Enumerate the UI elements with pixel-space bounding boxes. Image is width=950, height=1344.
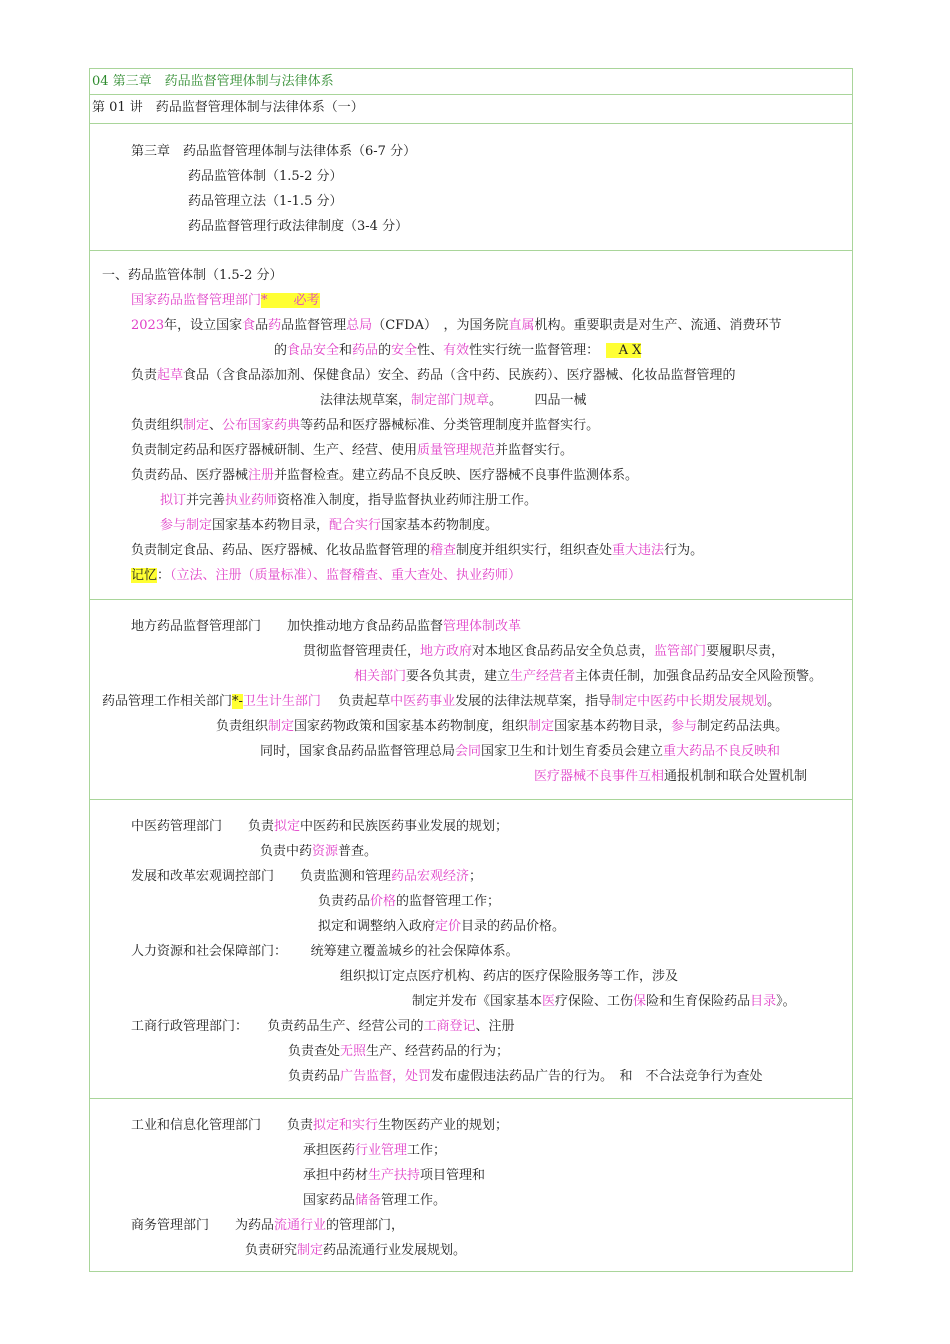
plain-text: 工作； (407, 1143, 447, 1158)
text-line (131, 618, 521, 636)
text-line (131, 943, 519, 961)
highlight-text: 流通行业 (274, 1218, 327, 1233)
marker-text: A X (605, 343, 642, 358)
text-line (303, 1142, 446, 1160)
highlight-text: 直属 (508, 318, 535, 333)
must-test-badge: * 必考 (261, 293, 320, 308)
plain-text: 发布虚假违法药品广告的行为。 和 不合法竞争行为查处 (431, 1069, 763, 1084)
plain-text: 组织拟订定点医疗机构、药店的医疗保险服务等工作，涉及 (340, 969, 679, 984)
highlight-text: 监管部门 (654, 644, 707, 659)
plain-text: 并监督实行。 (495, 443, 574, 458)
highlight-text: 相关部门 (354, 669, 407, 684)
highlight-text: 安全 (391, 343, 418, 358)
plain-text: 的 (378, 343, 392, 358)
plain-text: 疗保险、工伤 (555, 994, 634, 1009)
highlight-text: 医疗器械不良事件互相 (534, 769, 665, 784)
plain-text: 人力资源和社会保障部门： 统筹建立覆盖城乡的社会保障体系。 (131, 944, 519, 959)
text-line (102, 693, 780, 711)
text-line (303, 643, 784, 661)
outline-item: 药品监督管理行政法律制度（3-4 分） (188, 219, 409, 234)
plain-text: 发展的法律法规草案，指导 (455, 694, 612, 709)
plain-text: 负责中药 (260, 844, 313, 859)
plain-text: 承担中药材 (303, 1168, 369, 1183)
plain-text: 制定并发布《国家基本 (412, 994, 543, 1009)
plain-text: 中医药管理部门 负责 (131, 819, 275, 834)
plain-text: 药品流通行业发展规划。 (323, 1243, 467, 1258)
chapter-row (90, 69, 852, 95)
highlight-text: 有效 (443, 343, 470, 358)
highlight-text: 拟定和实行 (313, 1118, 379, 1133)
highlight-text: 工商登记 (423, 1019, 476, 1034)
highlight-text: 中医药事业 (390, 694, 456, 709)
highlight-text: 行业管理 (355, 1143, 408, 1158)
highlight-text: 公布国家药典 (222, 418, 301, 433)
memory-line (131, 567, 521, 585)
text-line (216, 718, 788, 736)
text-line (131, 442, 573, 460)
plain-text: 贯彻监督管理责任， (303, 644, 421, 659)
highlight-text: 拟定 (274, 819, 301, 834)
text-line (320, 392, 587, 410)
plain-text: 机构。重要职责是对生产、流通、消费环节 (534, 318, 782, 333)
highlight-text: 注册 (248, 468, 275, 483)
text-line (274, 342, 641, 360)
plain-text: 通报机制和联合处置机制 (664, 769, 808, 784)
text-line (131, 818, 508, 836)
highlight-text: 稽查 (430, 543, 457, 558)
plain-text: ： (157, 568, 171, 583)
plain-text: 负责 (131, 368, 158, 383)
text-line (303, 1192, 446, 1210)
plain-text: 负责组织 (216, 719, 269, 734)
outline-item: 药品管理立法（1-1.5 分） (188, 194, 343, 209)
text-line (131, 367, 736, 385)
plain-text: 负责研究 (245, 1243, 298, 1258)
plain-text: 的管理部门， (326, 1218, 405, 1233)
text-line (318, 893, 500, 911)
highlight-text: 卫生计生部门 (242, 694, 321, 709)
plain-text: 负责药品 (318, 894, 371, 909)
plain-text: 药品管理工作相关部门 (102, 694, 233, 709)
text-line (245, 1242, 466, 1260)
dept-title: 国家药品监督管理部门 (131, 293, 262, 308)
plain-text: 发展和改革宏观调控部门 负责监测和管理 (131, 869, 392, 884)
local-dept-section (90, 599, 852, 800)
text-line (131, 868, 482, 886)
highlight-text: 制定 (528, 719, 555, 734)
national-dept-section (90, 250, 852, 600)
industry-dept-section (90, 1098, 852, 1272)
plain-text: 中医药和民族医药事业发展的规划； (300, 819, 509, 834)
highlight-text: 保 (633, 994, 647, 1009)
plain-text: 同时，国家食品药品监督管理总局 (260, 744, 456, 759)
plain-text: 、注册 (475, 1019, 515, 1034)
plain-text: 。 四品一械 (489, 393, 587, 408)
plain-text: 险和生育保险药品 (646, 994, 751, 1009)
plain-text: 生物医药产业的规划； (378, 1118, 509, 1133)
plain-text: 。 (767, 694, 781, 709)
highlight-text: 制定中医药中长期发展规划 (611, 694, 768, 709)
highlight-text: 储备 (355, 1193, 382, 1208)
document-sheet (89, 68, 853, 1272)
plain-text: 等药品和医疗器械标准、分类管理制度并监督实行。 (300, 418, 600, 433)
text-line (412, 993, 796, 1011)
text-line (288, 1068, 763, 1086)
chapter-title: 04 第三章 药品监督管理体制与法律体系 (92, 74, 334, 89)
plain-text: 国家药品 (303, 1193, 356, 1208)
plain-text: 年，设立国家 (164, 318, 243, 333)
text-line (534, 768, 807, 786)
plain-text: 生产、经营药品的行为； (366, 1044, 510, 1059)
plain-text: 负责制定食品、药品、医疗器械、化妆品监督管理的 (131, 543, 431, 558)
text-line (131, 317, 782, 335)
highlight-text: 重大违法 (612, 543, 665, 558)
highlight-text: 无照 (340, 1044, 367, 1059)
text-line (288, 1043, 509, 1061)
plain-text: 对本地区食品药品安全负总责， (472, 644, 655, 659)
plain-text: 资格准入制度，指导监督执业药师注册工作。 (277, 493, 538, 508)
plain-text: 、 (209, 418, 223, 433)
plain-text: 制定药品法典。 (697, 719, 789, 734)
highlight-text: 食品安全 (287, 343, 340, 358)
plain-text: 国家基本药物目录， (554, 719, 672, 734)
highlight-text: 药 (268, 318, 282, 333)
plain-text: 负责药品 (288, 1069, 341, 1084)
text-line (131, 1217, 404, 1235)
highlight-text: 2023 (131, 318, 165, 333)
highlight-text: 食 (242, 318, 256, 333)
plain-text: 工业和信息化管理部门 负责 (131, 1118, 314, 1133)
highlight-text: 制定 (268, 719, 295, 734)
plain-text: 商务管理部门 为药品 (131, 1218, 275, 1233)
highlight-text: 生产经营者 (510, 669, 576, 684)
text-line (131, 1018, 515, 1036)
highlight-text: 配合实行 (329, 518, 382, 533)
text-line (260, 743, 780, 761)
plain-text: 负责组织 (131, 418, 184, 433)
plain-text: 性、 (417, 343, 444, 358)
text-line (131, 467, 638, 485)
plain-text: 国家基本药物目录， (212, 518, 330, 533)
text-line (303, 1167, 485, 1185)
text-line (160, 492, 537, 510)
dept-title-line (131, 292, 320, 310)
plain-text: 负责制定药品和医疗器械研制、生产、经营、使用 (131, 443, 418, 458)
highlight-text: 价格 (370, 894, 397, 909)
highlight-text: （立法、注册（质量标准）、监督稽查、重大查处、执业药师） (170, 568, 522, 583)
highlight-text: 制定 (183, 418, 210, 433)
plain-text: 的 (274, 343, 288, 358)
highlight-text: 资源 (312, 844, 339, 859)
highlight-text: 参与 (671, 719, 698, 734)
plain-text: 主体责任制，加强食品药品安全风险预警。 (575, 669, 823, 684)
highlight-text: 医 (542, 994, 556, 1009)
plain-text: 目录的药品价格。 (461, 919, 566, 934)
highlight-text: 参与制定 (160, 518, 213, 533)
outline-item: 第三章 药品监督管理体制与法律体系（6-7 分） (131, 144, 417, 159)
marker-text: *- (232, 694, 243, 709)
highlight-text: 管理体制改革 (443, 619, 522, 634)
highlight-text: 重大药品不良反映和 (663, 744, 781, 759)
highlight-text: 质量管理规范 (417, 443, 496, 458)
marker-text: 记忆 (131, 568, 158, 583)
plain-text: 和 (339, 343, 353, 358)
plain-text: 要各负其责，建立 (406, 669, 511, 684)
plain-text: 行为。 (664, 543, 704, 558)
plain-text: 负责药品、医疗器械 (131, 468, 249, 483)
plain-text: 食品（含食品添加剂、保健食品）安全、药品（含中药、民族药）、医疗器械、化妆品监督管理的 (183, 368, 736, 383)
highlight-text: 拟订 (160, 493, 187, 508)
other-dept-section (90, 799, 852, 1099)
highlight-text: 药品宏观经济 (391, 869, 470, 884)
plain-text: 制度并组织实行，组织查处 (456, 543, 613, 558)
plain-text: 性实行统一监督管理： (469, 343, 606, 358)
plain-text: 工商行政管理部门： 负责药品生产、经营公司的 (131, 1019, 424, 1034)
highlight-text: 执业药师 (225, 493, 278, 508)
highlight-text: 定价 (435, 919, 462, 934)
plain-text: 地方药品监督管理部门 加快推动地方食品药品监督 (131, 619, 444, 634)
plain-text: 并完善 (186, 493, 226, 508)
text-line (160, 517, 498, 535)
outline-item: 药品监管体制（1.5-2 分） (188, 169, 343, 184)
plain-text: ； (469, 869, 483, 884)
plain-text: 国家基本药物制度。 (381, 518, 499, 533)
plain-text: 项目管理和 (420, 1168, 486, 1183)
text-line (260, 843, 377, 861)
plain-text: 并监督检查。建立药品不良反映、医疗器械不良事件监测体系。 (274, 468, 639, 483)
plain-text: 负责查处 (288, 1044, 341, 1059)
highlight-text: 地方政府 (420, 644, 473, 659)
plain-text: 普查。 (338, 844, 378, 859)
outline-section (90, 123, 852, 251)
plain-text: 的监督管理工作； (396, 894, 501, 909)
text-line (354, 668, 822, 686)
plain-text: 要履职尽责， (706, 644, 785, 659)
plain-text: 负责起草 (320, 694, 391, 709)
plain-text: 国家药物政策和国家基本药物制度，组织 (294, 719, 529, 734)
highlight-text: 药品 (352, 343, 379, 358)
text-line (131, 1117, 508, 1135)
plain-text: 法律法规草案， (320, 393, 412, 408)
text-line (131, 542, 703, 560)
plain-text: （CFDA） ，为国务院 (372, 318, 509, 333)
highlight-text: 广告监督，处罚 (340, 1069, 432, 1084)
highlight-text: 制定部门规章 (411, 393, 490, 408)
highlight-text: 制定 (297, 1243, 324, 1258)
section-heading: 一、药品监管体制（1.5-2 分） (102, 268, 283, 283)
plain-text: 品 (255, 318, 269, 333)
plain-text: 》。 (776, 994, 796, 1009)
plain-text: 品监督管理 (281, 318, 347, 333)
plain-text: 承担医药 (303, 1143, 356, 1158)
highlight-text: 目录 (750, 994, 777, 1009)
text-line (131, 417, 599, 435)
plain-text: 拟定和调整纳入政府 (318, 919, 436, 934)
lecture-row (90, 94, 852, 124)
plain-text: 国家卫生和计划生育委员会建立 (481, 744, 664, 759)
highlight-text: 总局 (346, 318, 373, 333)
highlight-text: 生产扶持 (368, 1168, 421, 1183)
text-line (318, 918, 565, 936)
text-line (340, 968, 678, 986)
highlight-text: 会同 (455, 744, 482, 759)
highlight-text: 起草 (157, 368, 184, 383)
plain-text: 管理工作。 (381, 1193, 447, 1208)
lecture-title: 第 01 讲 药品监督管理体制与法律体系（一） (92, 100, 364, 115)
